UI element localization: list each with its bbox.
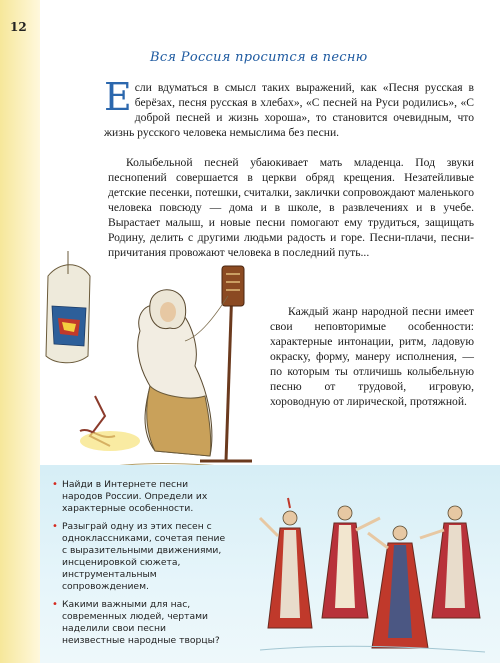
section-title: Вся Россия просится в песню xyxy=(150,50,368,65)
bullet-icon: • xyxy=(52,599,58,610)
task-list xyxy=(52,479,227,653)
body-paragraph-genres: Каждый жанр народной песни имеет свои неповторимые особенности: характерные интонации, ритм, ладовую окраску, форму, манеру исполнения, — по которым ты отличишь колыбельную песню от трудовой, игровую, хороводную от лирической, протяжной. xyxy=(270,305,474,408)
task-item: • Найди в Интернете песни народов России. Определи их характерные особенности. xyxy=(52,479,208,514)
page-number: 12 xyxy=(10,20,27,34)
round-dance-women-illustration xyxy=(250,478,490,658)
task-item: • Какими важными для нас, современных людей, чертами наделили свои песни неизвестные народные творцы? xyxy=(52,599,220,646)
body-paragraph-lifecycle: Колыбельной песней убаюкивает мать младенца. Под звуки песнопений совершается в церкви обряд крещения. Незатейливые детские песенки, потешки, считалки, заклички сопровождают маленького человека повсюду — дома и в школе, в развлечениях и в учебе. Вырастает малыш, и новые песни помогают ему трудиться, защищать Родину, делить с другими людьми радость и горе. Песни-плачи, песни-причитания провожают человека в последний путь... xyxy=(108,156,474,259)
task-item: • Разыграй одну из этих песен с одноклассниками, сочетая пение с выразительными движениями, инсценировкой сюжета, инструментальным сопровождением. xyxy=(52,521,226,592)
drop-cap-letter: Е xyxy=(104,75,132,119)
intro-paragraph-text: сли вдуматься в смысл таких выражений, как «Песня русская в берёзах, песня русская в хлебах», «С песней на Руси родились», «С доброй песней и жизнь хороша», то становится очевидным, что жизнь русского человека немыслима без песни. xyxy=(104,81,474,139)
bullet-icon: • xyxy=(52,521,58,532)
intro-paragraph xyxy=(104,75,474,140)
woman-spinning-by-cradle-illustration xyxy=(40,246,270,476)
page-margin-strip xyxy=(0,0,40,663)
bullet-icon: • xyxy=(52,479,58,490)
